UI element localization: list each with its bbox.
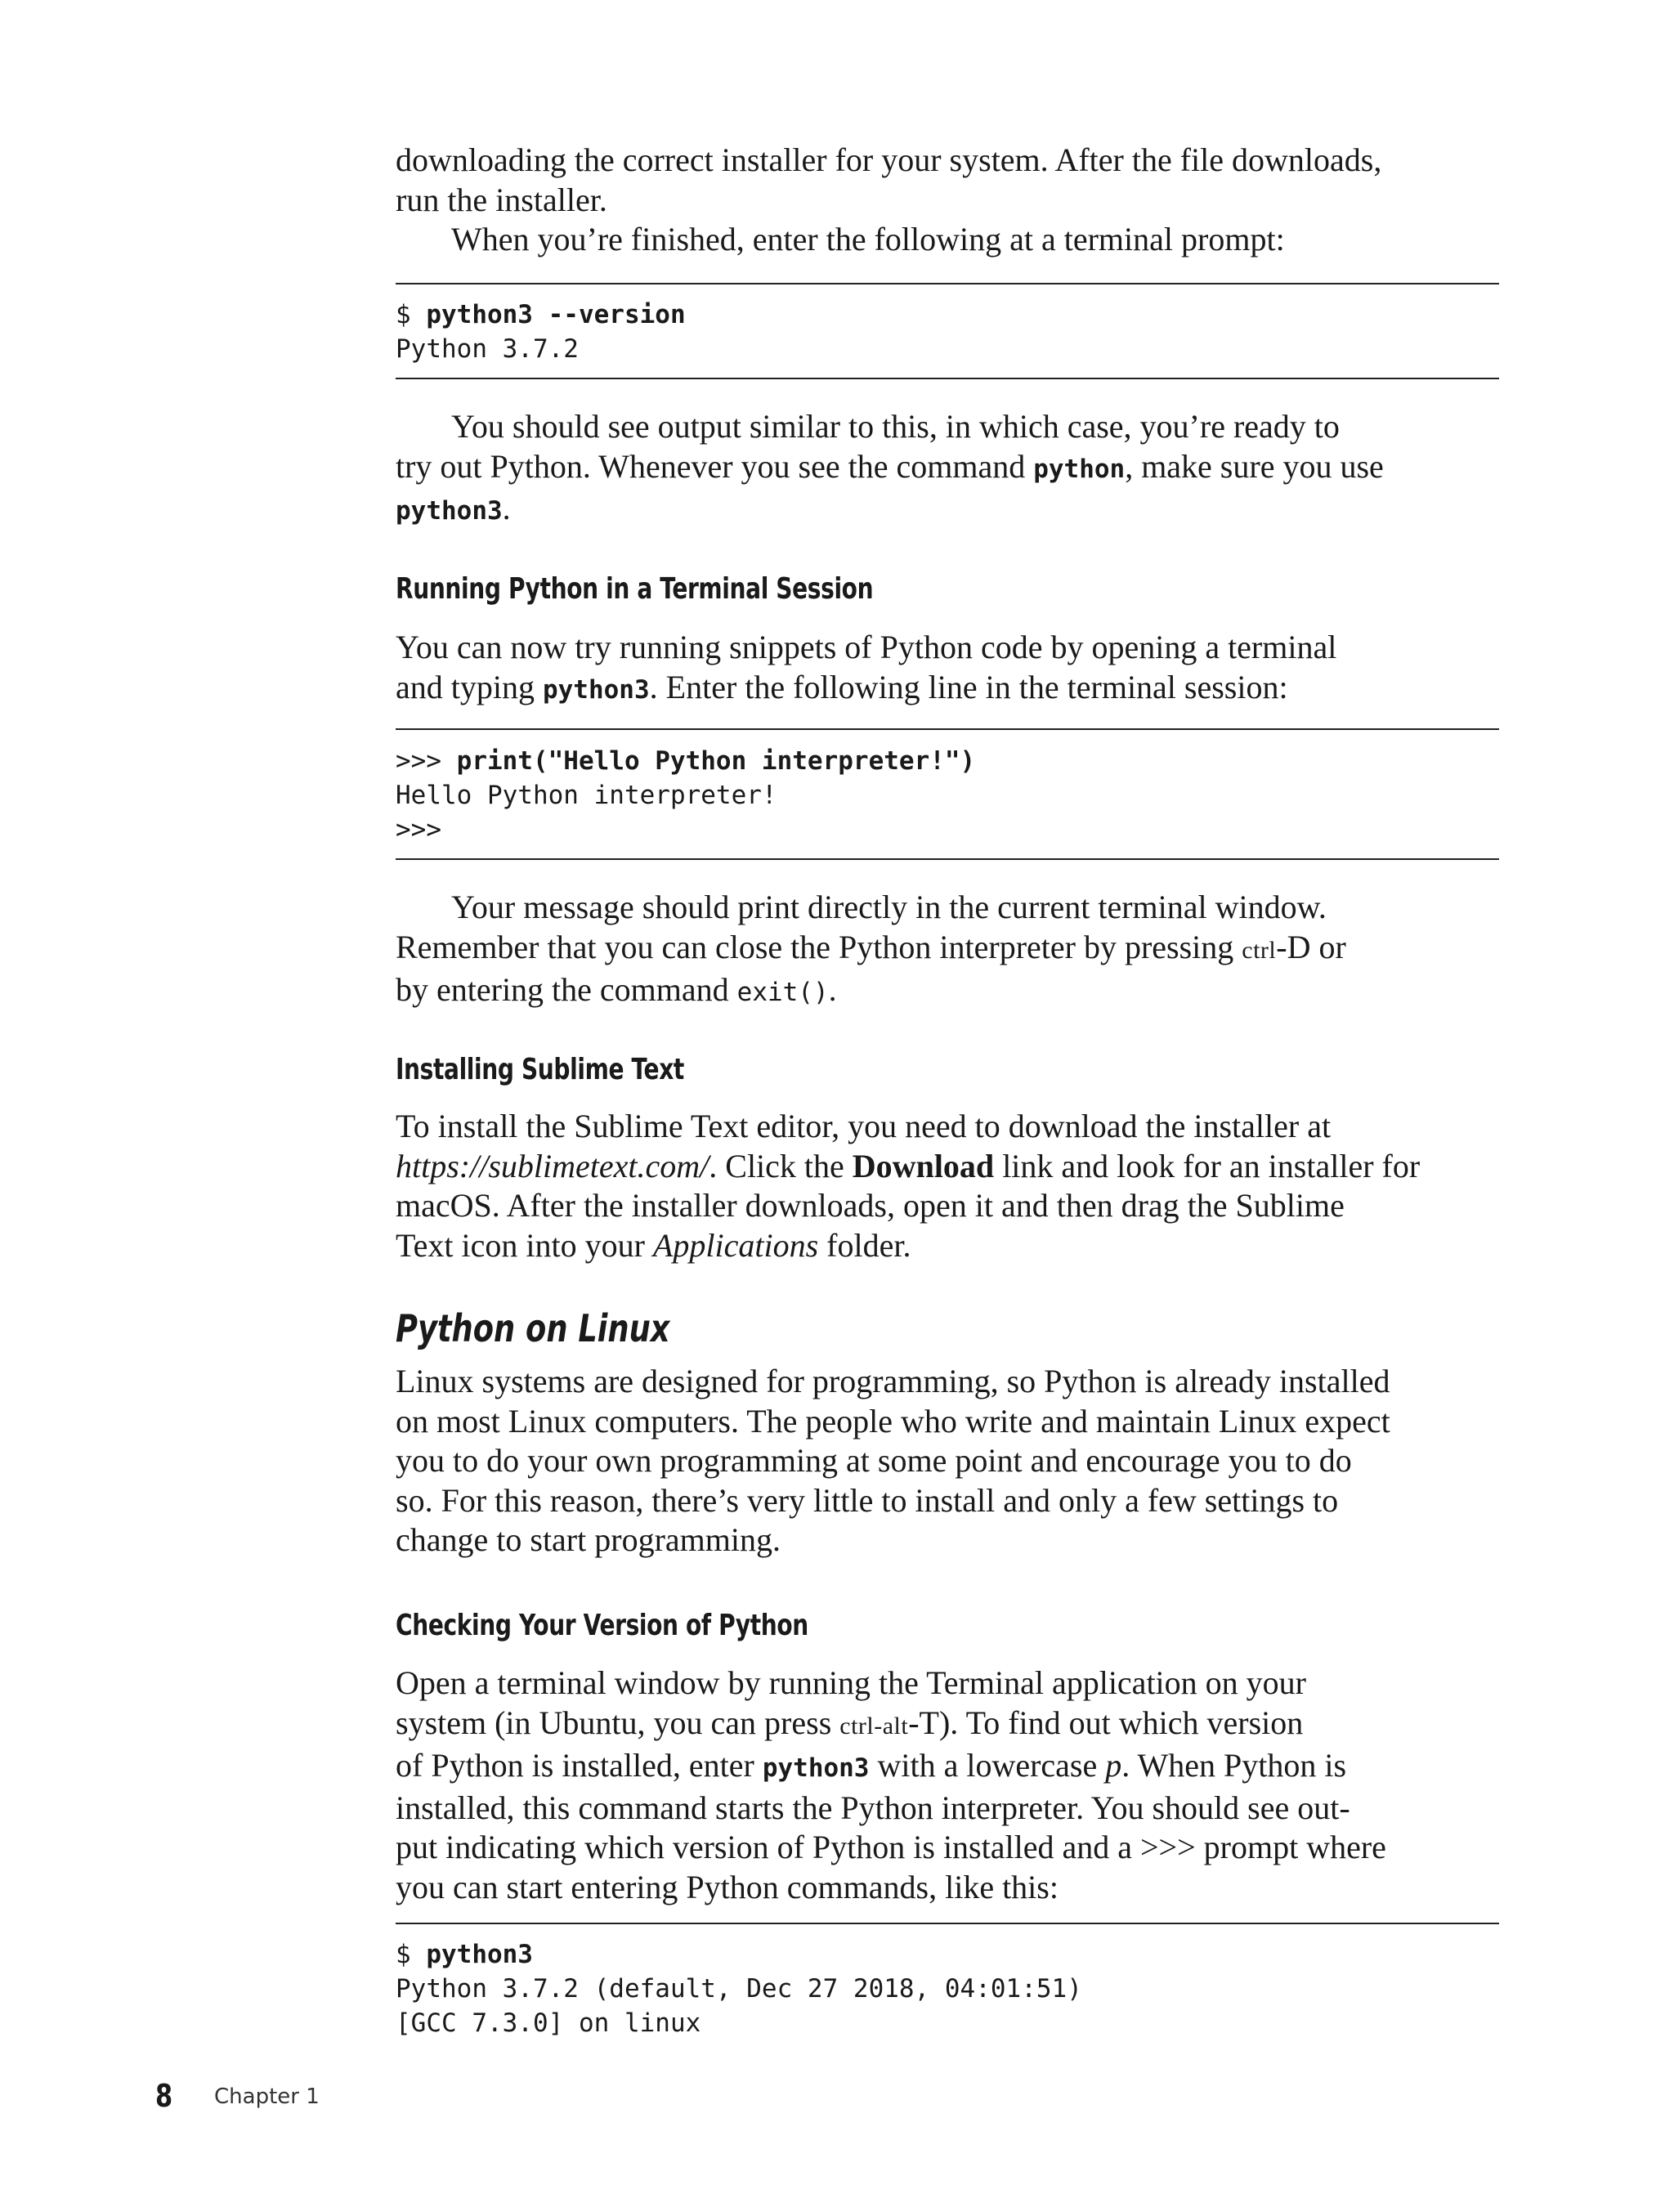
text-line: [396, 447, 1499, 490]
text-line: change to start programming.: [396, 1521, 781, 1558]
inline-code: python3: [396, 496, 503, 526]
text-line: macOS. After the installer downloads, open it and then drag the Sublime: [396, 1187, 1345, 1224]
key-name: ctrl-alt: [839, 1712, 909, 1740]
text-line: [396, 970, 1499, 1013]
code-output: Python 3.7.2: [396, 334, 579, 364]
text-span: . Click the: [709, 1147, 853, 1184]
code-command: python3 --version: [426, 300, 686, 329]
text-span: with a lowercase: [869, 1747, 1106, 1784]
code-prompt: $: [396, 1940, 427, 1969]
text-span: -D or: [1276, 928, 1346, 965]
url-link[interactable]: https://sublimetext.com/: [396, 1147, 709, 1184]
text-line: When you’re finished, enter the following at a terminal prompt:: [451, 221, 1285, 257]
heading-installing-sublime: Installing Sublime Text: [396, 1053, 684, 1086]
code-output: Hello Python interpreter!: [396, 781, 777, 810]
text-span: Text icon into your: [396, 1226, 653, 1264]
paragraph-linux-systems: [396, 1362, 1499, 1560]
code-rule-top: [396, 728, 1499, 730]
inline-code: python3: [542, 674, 650, 705]
text-span: system (in Ubuntu, you can press: [396, 1704, 840, 1741]
folder-name: Applications: [652, 1226, 819, 1264]
text-span: try out Python. Whenever you see the command: [396, 447, 1034, 485]
text-span: and typing: [396, 668, 543, 705]
code-prompt: >>>: [396, 815, 441, 844]
text-line: [396, 928, 1499, 971]
paragraph-open-terminal: [396, 1663, 1499, 1907]
code-block-version: [396, 298, 686, 366]
text-line: so. For this reason, there’s very little to install and only a few settings to: [396, 1481, 1339, 1519]
heading-running-python: Running Python in a Terminal Session: [396, 572, 874, 606]
text-span: .: [502, 490, 511, 526]
text-line: [396, 1147, 1499, 1187]
text-span: .: [828, 971, 837, 1008]
text-line: [396, 489, 1499, 531]
text-span: Remember that you can close the Python interpreter by pressing: [396, 928, 1242, 965]
paragraph-output-similar: [396, 407, 1499, 531]
code-rule-bottom: [396, 858, 1499, 860]
text-span: , make sure you use: [1125, 447, 1384, 485]
code-block-python3: [396, 1937, 1082, 2040]
text-line: you to do your own programming at some point and encourage you to do: [396, 1442, 1352, 1479]
text-line: [396, 668, 1499, 710]
text-line: installed, this command starts the Python interpreter. You should see out-: [396, 1789, 1350, 1826]
text-line: Linux systems are designed for programming, so Python is already installed: [396, 1363, 1390, 1399]
text-span: . When Python is: [1121, 1747, 1347, 1784]
text-line: You should see output similar to this, in which case, you’re ready to: [451, 408, 1340, 445]
code-prompt: >>>: [396, 746, 457, 776]
code-command: python3: [426, 1940, 533, 1969]
text-span: -T). To find out which version: [908, 1704, 1304, 1741]
code-rule-top: [396, 1923, 1499, 1924]
paragraph-message-print: [396, 888, 1499, 1013]
text-line: on most Linux computers. The people who write and maintain Linux expect: [396, 1402, 1390, 1440]
letter-p: p: [1105, 1747, 1122, 1784]
page-number: 8: [155, 2078, 173, 2114]
text-line: [396, 1746, 1499, 1789]
text-line: You can now try running snippets of Python code by opening a terminal: [396, 629, 1337, 665]
code-prompt: $: [396, 300, 427, 329]
chapter-label: Chapter 1: [214, 2084, 320, 2109]
code-rule-bottom: [396, 378, 1499, 379]
paragraph-try-snippets: [396, 628, 1499, 710]
paragraph-download: [396, 141, 1499, 260]
text-span: . Enter the following line in the terminal session:: [649, 668, 1288, 705]
text-span: folder.: [818, 1226, 911, 1264]
code-block-hello: [396, 744, 975, 847]
inline-code: python: [1033, 454, 1126, 484]
text-span: by entering the command: [396, 971, 737, 1008]
code-command: print("Hello Python interpreter!"): [456, 746, 976, 776]
code-output: [GCC 7.3.0] on linux: [396, 2008, 701, 2038]
code-rule-top: [396, 283, 1499, 284]
text-line: run the installer.: [396, 181, 607, 218]
text-line: you can start entering Python commands, like this:: [396, 1868, 1059, 1905]
inline-code: exit(): [736, 978, 829, 1007]
text-line: downloading the correct installer for your system. After the file downloads,: [396, 141, 1382, 178]
heading-checking-version: Checking Your Version of Python: [396, 1609, 808, 1642]
text-span: of Python is installed, enter: [396, 1747, 763, 1784]
text-line: [396, 1704, 1499, 1747]
text-line: Open a terminal window by running the Terminal application on your: [396, 1664, 1306, 1701]
text-line: [396, 1226, 1499, 1266]
heading-python-on-linux: Python on Linux: [396, 1306, 670, 1350]
text-span: link and look for an installer for: [994, 1147, 1421, 1184]
code-output: Python 3.7.2 (default, Dec 27 2018, 04:01:51): [396, 1974, 1082, 2004]
inline-code: python3: [762, 1753, 870, 1783]
key-name: ctrl: [1242, 936, 1277, 964]
text-line: To install the Sublime Text editor, you need to download the installer at: [396, 1108, 1332, 1144]
text-line: put indicating which version of Python is installed and a >>> prompt where: [396, 1829, 1386, 1865]
download-label: Download: [852, 1147, 995, 1184]
paragraph-sublime-install: [396, 1107, 1499, 1265]
text-line: Your message should print directly in the current terminal window.: [451, 889, 1327, 925]
